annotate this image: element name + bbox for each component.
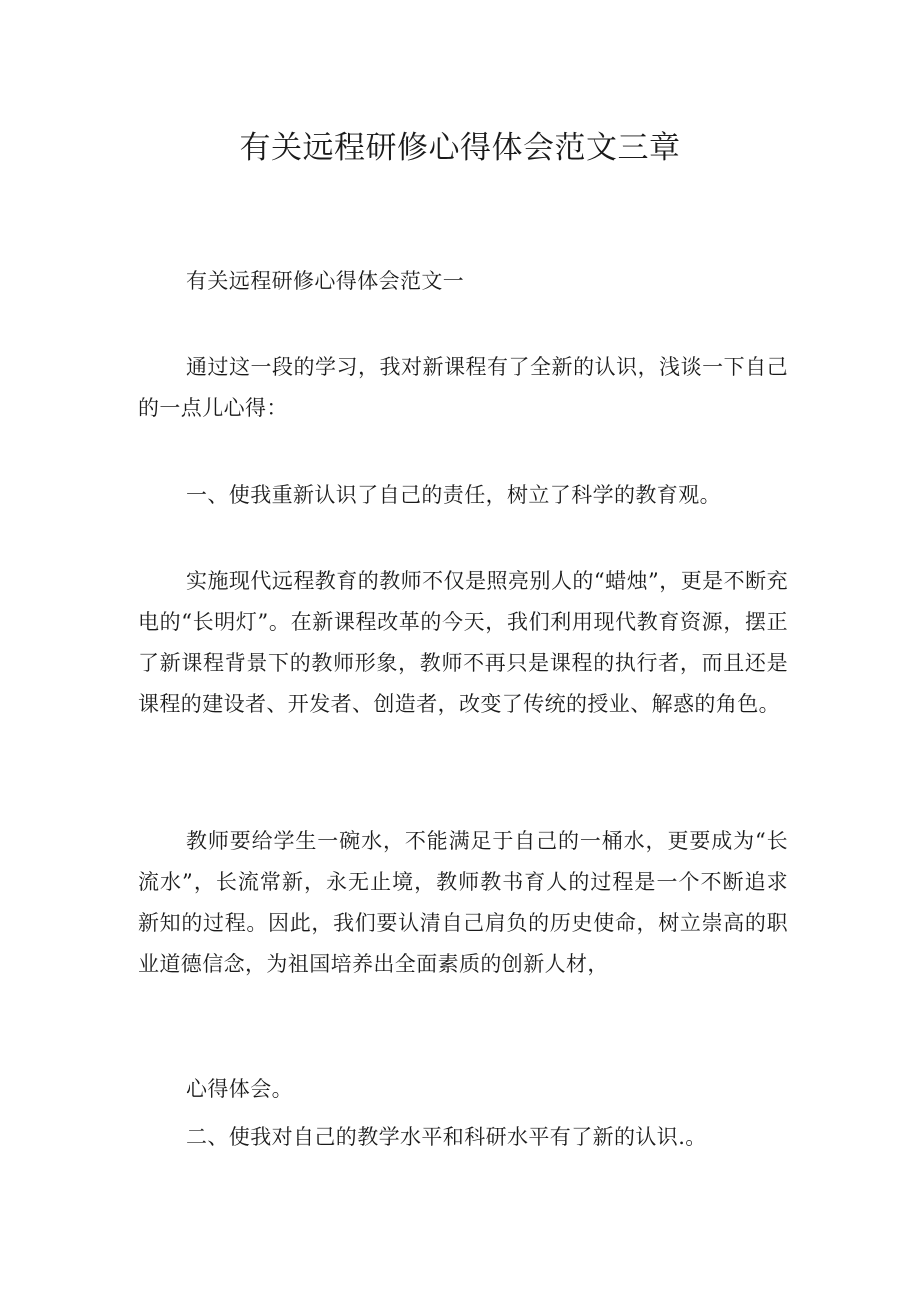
body-paragraph-xinde: 心得体会。 <box>186 1077 293 1101</box>
intro-paragraph: 通过这一段的学习，我对新课程有了全新的认识，浅谈一下自己的一点儿心得： <box>138 355 788 420</box>
section-heading-essay-one: 有关远程研修心得体会范文一 <box>186 269 465 293</box>
point-two-heading: 二、使我对自己的教学水平和科研水平有了新的认识.。 <box>186 1125 707 1149</box>
document-title: 有关远程研修心得体会范文三章 <box>239 130 681 166</box>
body-paragraph-flowing-water: 教师要给学生一碗水，不能满足于自己的一桶水，更要成为“长流水”，长流常新，永无止境，教师教书育人的过程是一个不断追求新知的过程。因此，我们要认清自己肩负的历史使命，树立崇高的职业道德信念，为祖国培养出全面素质的创新人材， <box>138 829 788 976</box>
point-one-heading: 一、使我重新认识了自己的责任，树立了科学的教育观。 <box>186 483 721 507</box>
body-paragraph-candle: 实施现代远程教育的教师不仅是照亮别人的“蜡烛”，更是不断充电的“长明灯”。在新课程改革的今天，我们利用现代教育资源，摆正了新课程背景下的教师形象，教师不再只是课程的执行者，而且还是课程的建设者、开发者、创造者，改变了传统的授业、解惑的角色。 <box>138 569 788 716</box>
